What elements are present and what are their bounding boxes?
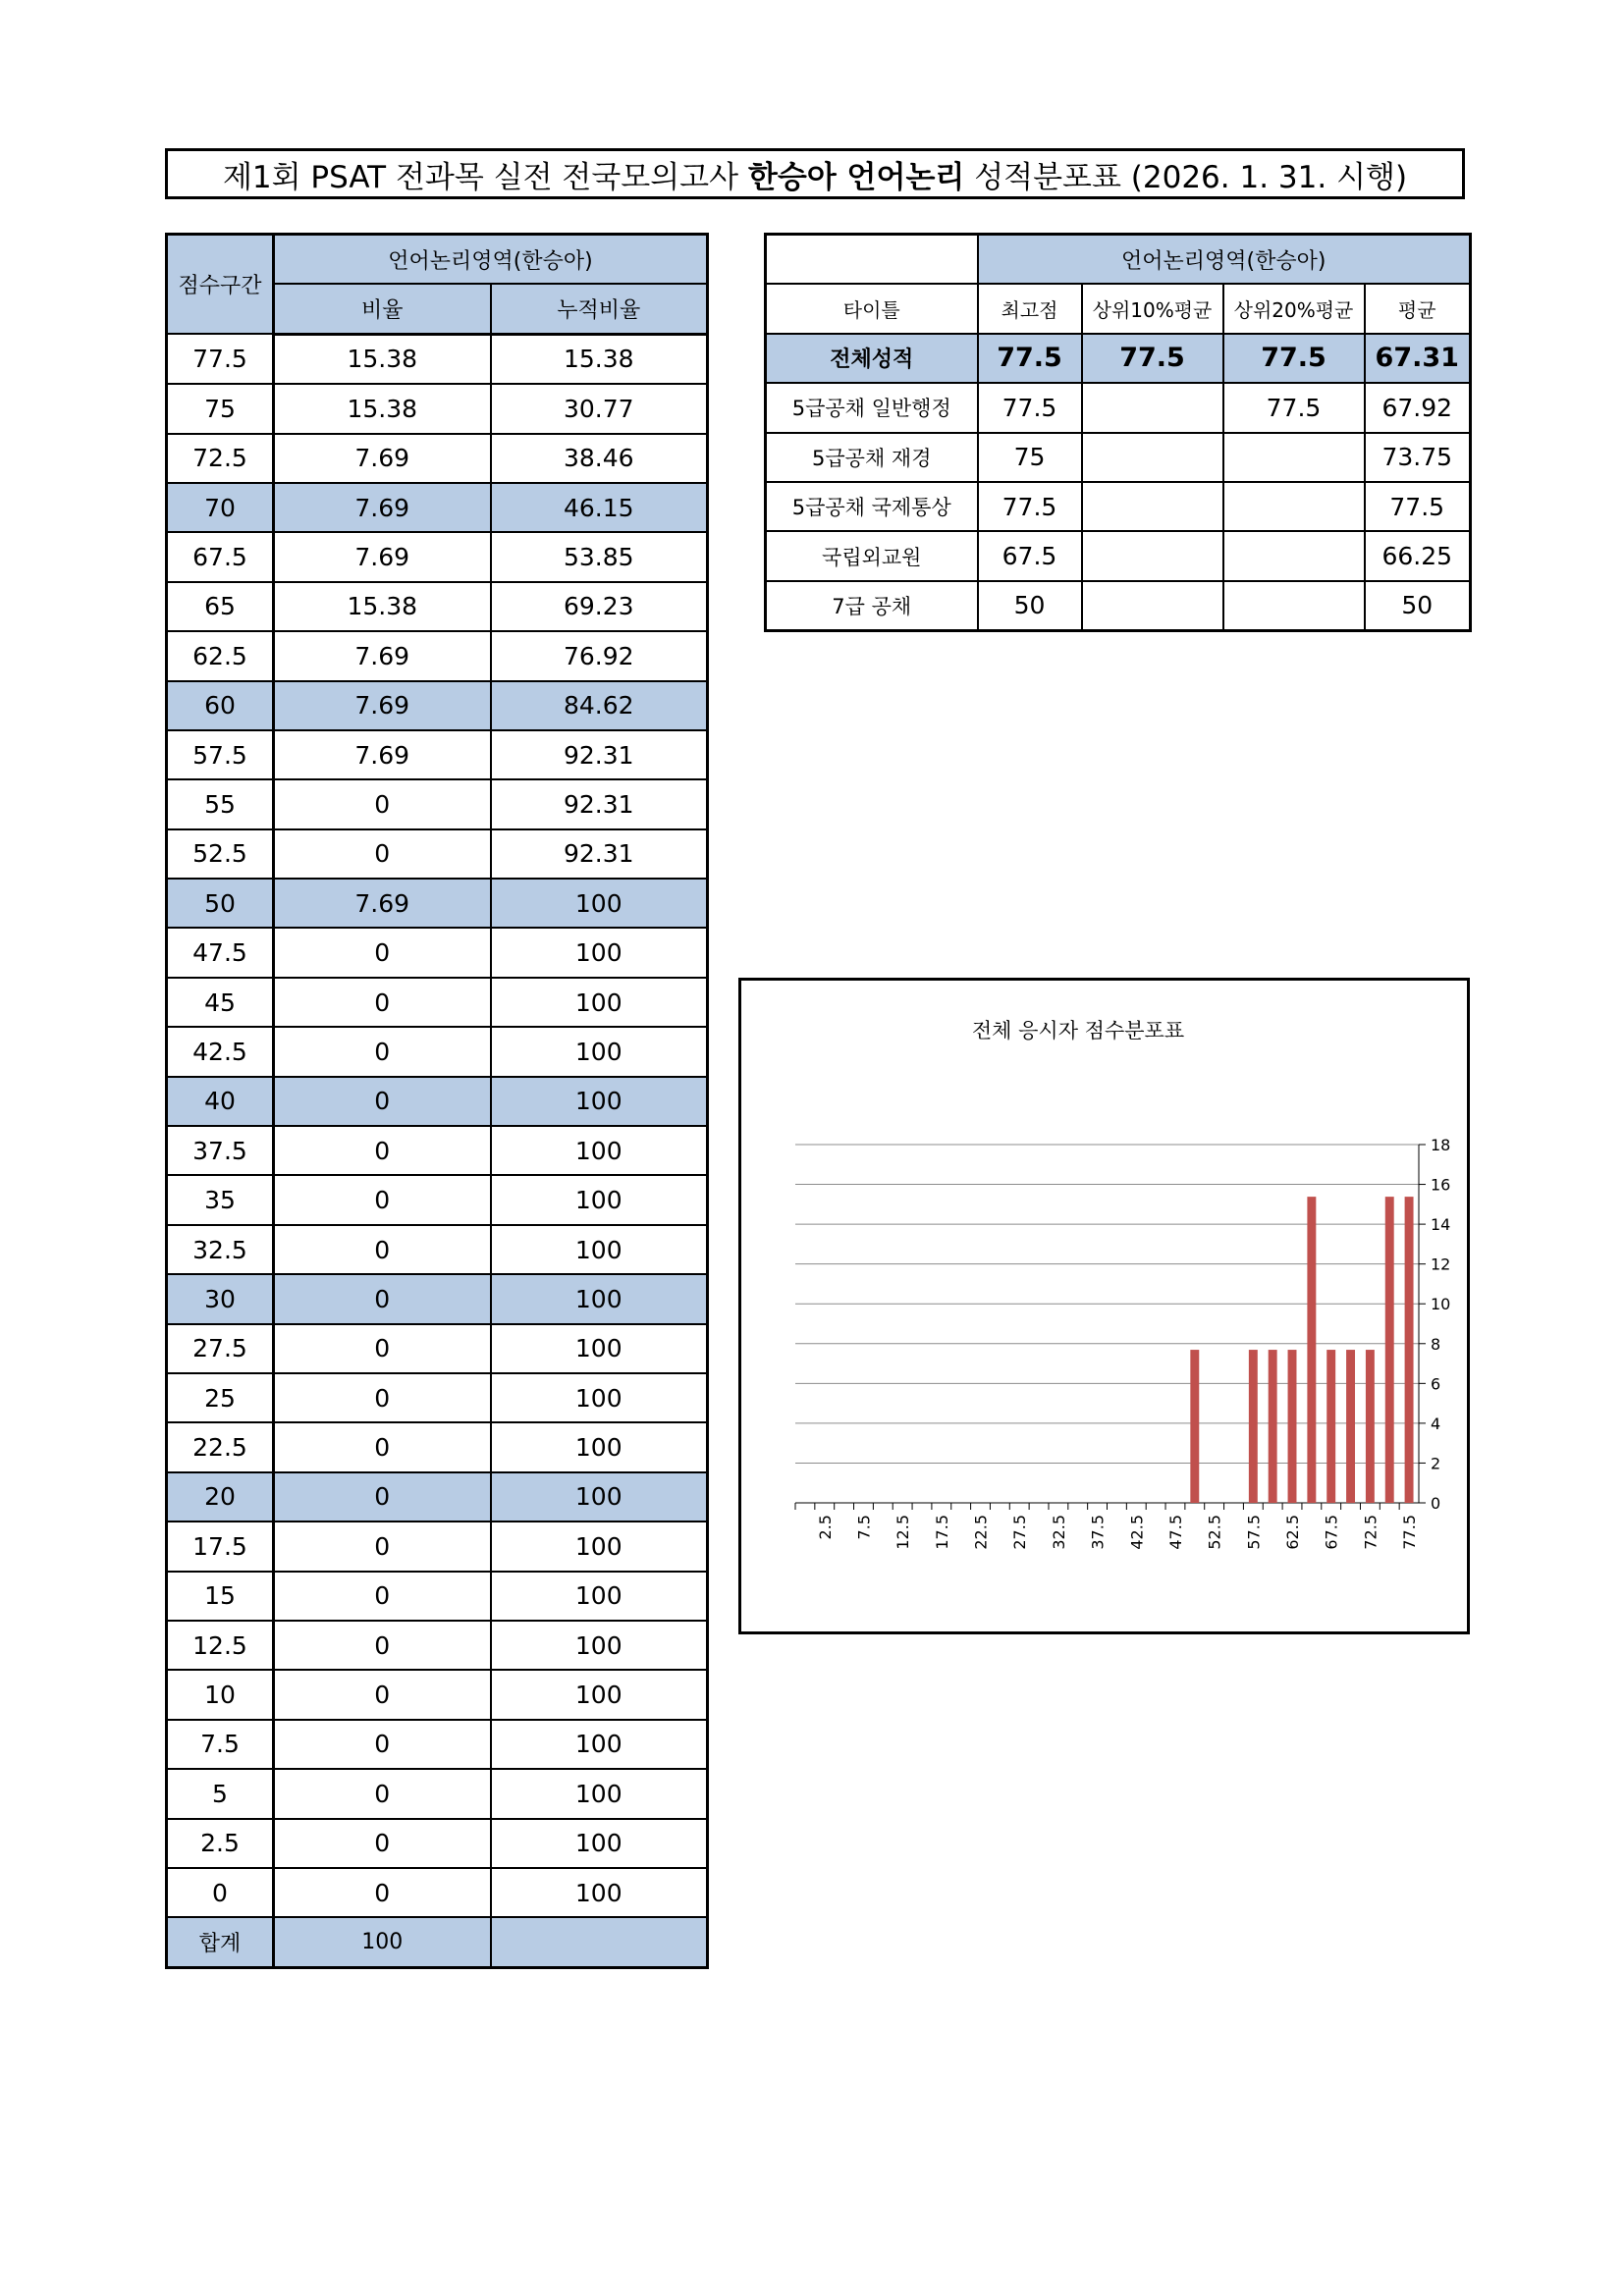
summary-max-cell: 50	[978, 581, 1082, 631]
summary-avg-cell: 77.5	[1365, 482, 1471, 531]
cumulative-cell: 100	[491, 1868, 708, 1917]
cumulative-cell: 100	[491, 879, 708, 928]
chart-bar	[1288, 1350, 1297, 1503]
chart-bar	[1346, 1350, 1355, 1503]
y-tick-label: 10	[1431, 1295, 1451, 1314]
table-row	[167, 1373, 708, 1422]
ratio-cell: 0	[274, 1868, 491, 1917]
report-title-bold: 한승아 언어논리	[747, 159, 965, 195]
score-cell: 72.5	[167, 434, 274, 483]
cumulative-cell: 92.31	[491, 829, 708, 879]
score-cell: 62.5	[167, 631, 274, 680]
table-row	[167, 730, 708, 779]
table-row	[167, 681, 708, 730]
summary-avg-cell: 67.92	[1365, 383, 1471, 432]
summary-top10-cell	[1082, 581, 1223, 631]
summary-top20-cell	[1223, 433, 1365, 482]
x-tick-label: 7.5	[854, 1515, 874, 1540]
chart-bar	[1405, 1197, 1414, 1503]
x-tick-label: 42.5	[1127, 1515, 1147, 1550]
chart-bar	[1385, 1197, 1394, 1503]
cumulative-cell: 100	[491, 1027, 708, 1076]
summary-avg-cell: 67.31	[1365, 334, 1471, 383]
x-tick-label: 17.5	[932, 1515, 951, 1550]
summary-top20-cell	[1223, 482, 1365, 531]
table-row	[167, 1422, 708, 1471]
score-cell: 17.5	[167, 1522, 274, 1571]
score-cell: 67.5	[167, 532, 274, 581]
summary-label-cell: 국립외교원	[766, 531, 978, 580]
cumulative-cell: 100	[491, 928, 708, 977]
summary-total-row	[766, 334, 1471, 383]
cumulative-cell: 100	[491, 1373, 708, 1422]
cumulative-cell: 46.15	[491, 483, 708, 532]
score-cell: 57.5	[167, 730, 274, 779]
score-cell: 42.5	[167, 1027, 274, 1076]
cumulative-cell: 100	[491, 1274, 708, 1323]
score-distribution-table	[165, 233, 709, 1969]
ratio-cell: 0	[274, 1274, 491, 1323]
score-summary-table	[764, 233, 1472, 632]
ratio-cell: 0	[274, 1720, 491, 1769]
chart-title: 전체 응시자 점수분포표	[971, 1019, 1185, 1042]
cumulative-cell: 100	[491, 1324, 708, 1373]
cumulative-cell: 100	[491, 978, 708, 1027]
summary-group-header: 언어논리영역(한승아)	[978, 235, 1471, 285]
ratio-cell: 7.69	[274, 879, 491, 928]
x-tick-label: 57.5	[1244, 1515, 1264, 1550]
ratio-cell: 0	[274, 1670, 491, 1719]
y-tick-label: 0	[1431, 1494, 1441, 1513]
score-cell: 77.5	[167, 334, 274, 384]
table-row	[167, 779, 708, 828]
x-tick-label: 67.5	[1322, 1515, 1341, 1550]
table-row	[167, 1819, 708, 1868]
summary-row	[766, 433, 1471, 482]
y-tick-label: 4	[1431, 1414, 1441, 1433]
summary-corner-cell	[766, 235, 978, 285]
summary-label-cell: 5급공채 재경	[766, 433, 978, 482]
summary-top10-cell	[1082, 482, 1223, 531]
total-cumulative-cell	[491, 1917, 708, 1967]
table-row	[167, 1621, 708, 1670]
cumulative-cell: 53.85	[491, 532, 708, 581]
score-cell: 2.5	[167, 1819, 274, 1868]
score-cell: 45	[167, 978, 274, 1027]
chart-canvas	[741, 981, 1467, 1631]
table-row	[167, 1720, 708, 1769]
summary-col-top10: 상위10%평균	[1082, 284, 1223, 333]
ratio-cell: 0	[274, 1175, 491, 1224]
cumulative-cell: 100	[491, 1769, 708, 1818]
ratio-cell: 0	[274, 928, 491, 977]
chart-bar	[1326, 1350, 1335, 1503]
score-cell: 27.5	[167, 1324, 274, 1373]
total-row	[167, 1917, 708, 1967]
score-cell: 22.5	[167, 1422, 274, 1471]
cumulative-cell: 84.62	[491, 681, 708, 730]
cumulative-cell: 100	[491, 1077, 708, 1126]
ratio-cell: 15.38	[274, 384, 491, 433]
table-row	[167, 1868, 708, 1917]
table-row	[167, 1472, 708, 1522]
ratio-cell: 0	[274, 829, 491, 879]
score-cell: 30	[167, 1274, 274, 1323]
ratio-cell: 0	[274, 1077, 491, 1126]
cumulative-cell: 100	[491, 1225, 708, 1274]
ratio-cell: 0	[274, 1373, 491, 1422]
score-cell: 5	[167, 1769, 274, 1818]
ratio-cell: 0	[274, 779, 491, 828]
score-cell: 52.5	[167, 829, 274, 879]
score-cell: 40	[167, 1077, 274, 1126]
summary-row	[766, 383, 1471, 432]
summary-avg-cell: 66.25	[1365, 531, 1471, 580]
ratio-cell: 15.38	[274, 582, 491, 631]
table-row	[167, 483, 708, 532]
total-label-cell: 합계	[167, 1917, 274, 1967]
table-row	[167, 928, 708, 977]
y-tick-label: 2	[1431, 1454, 1441, 1473]
y-tick-label: 18	[1431, 1136, 1451, 1154]
table-row	[167, 384, 708, 433]
cumulative-cell: 100	[491, 1126, 708, 1175]
score-cell: 70	[167, 483, 274, 532]
table-row	[167, 532, 708, 581]
cumulative-cell: 76.92	[491, 631, 708, 680]
y-tick-label: 8	[1431, 1334, 1441, 1354]
report-title-suffix: 성적분포표 (2026. 1. 31. 시행)	[974, 159, 1408, 195]
cumulative-cell: 100	[491, 1422, 708, 1471]
language-logic-group-header: 언어논리영역(한승아)	[274, 235, 708, 285]
score-cell: 47.5	[167, 928, 274, 977]
ratio-cell: 0	[274, 978, 491, 1027]
x-tick-label: 2.5	[815, 1515, 835, 1540]
x-tick-label: 72.5	[1361, 1515, 1380, 1550]
ratio-cell: 7.69	[274, 730, 491, 779]
summary-top20-cell	[1223, 531, 1365, 580]
cumulative-cell: 38.46	[491, 434, 708, 483]
score-cell: 65	[167, 582, 274, 631]
summary-avg-cell: 73.75	[1365, 433, 1471, 482]
ratio-cell: 0	[274, 1126, 491, 1175]
table-row	[167, 1027, 708, 1076]
cumulative-cell: 100	[491, 1621, 708, 1670]
summary-top10-cell: 77.5	[1082, 334, 1223, 383]
summary-label-cell: 7급 공채	[766, 581, 978, 631]
ratio-header: 비율	[274, 284, 491, 334]
summary-avg-cell: 50	[1365, 581, 1471, 631]
table-row	[167, 978, 708, 1027]
summary-max-cell: 67.5	[978, 531, 1082, 580]
summary-col-avg: 평균	[1365, 284, 1471, 333]
table-row	[167, 879, 708, 928]
score-cell: 55	[167, 779, 274, 828]
summary-top10-cell	[1082, 433, 1223, 482]
summary-top20-cell	[1223, 581, 1365, 631]
cumulative-cell: 92.31	[491, 779, 708, 828]
x-tick-label: 12.5	[893, 1515, 913, 1550]
report-title-prefix: 제1회 PSAT 전과목 실전 전국모의고사	[222, 159, 739, 195]
cumulative-cell: 100	[491, 1819, 708, 1868]
table-row	[167, 1274, 708, 1323]
table-row	[167, 434, 708, 483]
y-tick-label: 16	[1431, 1175, 1451, 1195]
ratio-cell: 0	[274, 1572, 491, 1621]
report-title	[165, 148, 1465, 199]
chart-bar	[1366, 1350, 1375, 1503]
score-cell: 25	[167, 1373, 274, 1422]
cumulative-cell: 100	[491, 1572, 708, 1621]
cumulative-cell: 15.38	[491, 334, 708, 384]
ratio-cell: 0	[274, 1422, 491, 1471]
score-cell: 50	[167, 879, 274, 928]
table-row	[167, 631, 708, 680]
chart-bar	[1307, 1197, 1316, 1503]
cumulative-cell: 92.31	[491, 730, 708, 779]
ratio-cell: 0	[274, 1522, 491, 1571]
score-cell: 10	[167, 1670, 274, 1719]
ratio-cell: 7.69	[274, 631, 491, 680]
table-row	[167, 1324, 708, 1373]
ratio-cell: 0	[274, 1324, 491, 1373]
table-row	[167, 1077, 708, 1126]
score-cell: 37.5	[167, 1126, 274, 1175]
summary-max-cell: 75	[978, 433, 1082, 482]
y-tick-label: 6	[1431, 1374, 1441, 1394]
score-cell: 35	[167, 1175, 274, 1224]
table-row	[167, 1572, 708, 1621]
summary-top20-cell: 77.5	[1223, 334, 1365, 383]
cumulative-ratio-header: 누적비율	[491, 284, 708, 334]
chart-bar	[1190, 1350, 1199, 1503]
ratio-cell: 7.69	[274, 681, 491, 730]
score-cell: 60	[167, 681, 274, 730]
summary-label-cell: 5급공채 국제통상	[766, 482, 978, 531]
ratio-cell: 0	[274, 1027, 491, 1076]
summary-col-title: 타이틀	[766, 284, 978, 333]
score-cell: 32.5	[167, 1225, 274, 1274]
summary-max-cell: 77.5	[978, 482, 1082, 531]
cumulative-cell: 100	[491, 1670, 708, 1719]
summary-top10-cell	[1082, 383, 1223, 432]
summary-max-cell: 77.5	[978, 334, 1082, 383]
ratio-cell: 0	[274, 1621, 491, 1670]
ratio-cell: 0	[274, 1769, 491, 1818]
chart-bar	[1269, 1350, 1277, 1503]
cumulative-cell: 100	[491, 1522, 708, 1571]
summary-row	[766, 581, 1471, 631]
ratio-cell: 0	[274, 1472, 491, 1522]
score-cell: 75	[167, 384, 274, 433]
summary-row	[766, 531, 1471, 580]
ratio-cell: 0	[274, 1225, 491, 1274]
table-row	[167, 1175, 708, 1224]
total-ratio-cell: 100	[274, 1917, 491, 1967]
summary-label-cell: 5급공채 일반행정	[766, 383, 978, 432]
cumulative-cell: 100	[491, 1472, 708, 1522]
ratio-cell: 0	[274, 1819, 491, 1868]
summary-top20-cell: 77.5	[1223, 383, 1365, 432]
score-cell: 15	[167, 1572, 274, 1621]
x-tick-label: 22.5	[971, 1515, 991, 1550]
table-row	[167, 582, 708, 631]
score-distribution-chart	[738, 978, 1470, 1634]
ratio-cell: 7.69	[274, 483, 491, 532]
x-tick-label: 62.5	[1283, 1515, 1303, 1550]
summary-col-top20: 상위20%평균	[1223, 284, 1365, 333]
x-tick-label: 37.5	[1088, 1515, 1108, 1550]
x-tick-label: 47.5	[1165, 1515, 1185, 1550]
y-tick-label: 12	[1431, 1255, 1451, 1274]
summary-top10-cell	[1082, 531, 1223, 580]
summary-max-cell: 77.5	[978, 383, 1082, 432]
summary-label-cell: 전체성적	[766, 334, 978, 383]
cumulative-cell: 30.77	[491, 384, 708, 433]
table-row	[167, 334, 708, 384]
x-tick-label: 77.5	[1400, 1515, 1420, 1550]
cumulative-cell: 100	[491, 1175, 708, 1224]
summary-col-max: 최고점	[978, 284, 1082, 333]
cumulative-cell: 100	[491, 1720, 708, 1769]
x-tick-label: 27.5	[1010, 1515, 1030, 1550]
table-row	[167, 1769, 708, 1818]
x-tick-label: 32.5	[1049, 1515, 1068, 1550]
score-cell: 0	[167, 1868, 274, 1917]
ratio-cell: 7.69	[274, 434, 491, 483]
table-row	[167, 1126, 708, 1175]
score-range-header: 점수구간	[167, 235, 274, 335]
ratio-cell: 15.38	[274, 334, 491, 384]
table-row	[167, 829, 708, 879]
score-cell: 12.5	[167, 1621, 274, 1670]
table-row	[167, 1670, 708, 1719]
y-tick-label: 14	[1431, 1215, 1451, 1235]
cumulative-cell: 69.23	[491, 582, 708, 631]
table-row	[167, 1225, 708, 1274]
chart-bar	[1249, 1350, 1258, 1503]
table-row	[167, 1522, 708, 1571]
score-cell: 7.5	[167, 1720, 274, 1769]
score-cell: 20	[167, 1472, 274, 1522]
summary-row	[766, 482, 1471, 531]
ratio-cell: 7.69	[274, 532, 491, 581]
x-tick-label: 52.5	[1205, 1515, 1224, 1550]
